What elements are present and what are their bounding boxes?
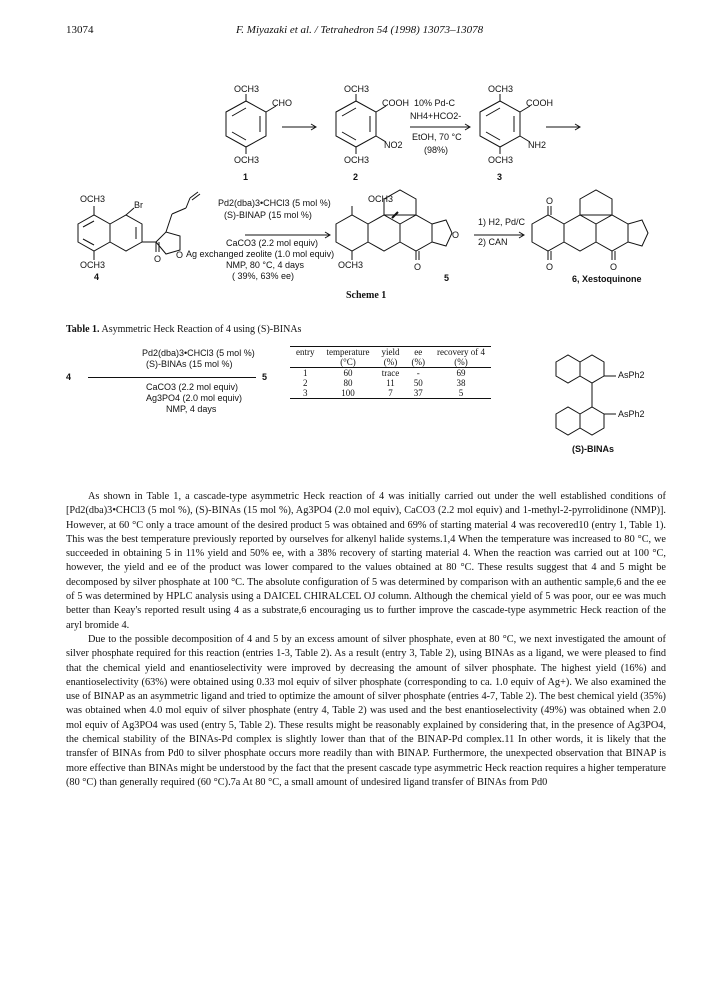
t1-subheader-row [290, 357, 491, 368]
t1-cell: 3 [303, 388, 308, 398]
t1-cell: 50 [413, 378, 423, 388]
t1-sh-1: (°C) [340, 357, 356, 367]
c2-group: COOH [382, 98, 409, 108]
t1-sh-2: (%) [383, 357, 398, 367]
c5-number: 5 [444, 273, 450, 283]
t1-cond-3: CaCO3 (2.2 mol equiv) [146, 382, 239, 392]
row2-cond-2: (S)-BINAP (15 mol %) [224, 210, 312, 220]
c2-top: OCH3 [344, 84, 370, 94]
t1-cell: 69 [456, 368, 466, 378]
t1-cond-4: Ag3PO4 (2.0 mol equiv) [146, 393, 243, 403]
row2-cond-4: Ag exchanged zeolite (1.0 mol equiv) [186, 249, 335, 259]
t1-h-yield: yield [381, 347, 400, 357]
page-number: 13074 [66, 24, 94, 36]
t1-cell: - [416, 368, 420, 378]
compound-5-ring-b [368, 215, 400, 251]
t1-header-row [290, 347, 491, 358]
ligand-name: (S)-BINAs [572, 444, 614, 454]
c4-o2: O [176, 250, 184, 260]
table-row [290, 378, 491, 388]
t1-product: 5 [262, 372, 268, 382]
c4-top: OCH3 [80, 194, 106, 204]
c4-number: 4 [94, 272, 100, 282]
c6-o3: O [610, 262, 618, 272]
c2-number: 2 [353, 172, 359, 182]
table-row [290, 388, 491, 399]
row1-cond-1: 10% Pd-C [414, 98, 456, 108]
compound-6-ring-d [580, 190, 612, 215]
step-1: 1) H2, Pd/C [478, 217, 526, 227]
c1-number: 1 [243, 172, 249, 182]
table-1-caption [66, 324, 301, 335]
table-row [290, 368, 491, 379]
row2-cond-3: CaCO3 (2.2 mol equiv) [226, 238, 319, 248]
t1-h-ee: ee [414, 347, 423, 357]
compound-6-furan [628, 220, 648, 246]
compound-5-ring-a [336, 215, 368, 251]
compound-4-naphthalene-b [110, 215, 142, 251]
c6-o1: O [546, 196, 554, 206]
t1-cell: 37 [413, 388, 423, 398]
row1-cond-3: EtOH, 70 °C [412, 132, 462, 142]
t1-reactant: 4 [66, 372, 72, 382]
c1-group: CHO [272, 98, 292, 108]
ligand-group-2: AsPh2 [618, 409, 645, 419]
c4-o1: O [154, 254, 162, 264]
ligand-group-1: AsPh2 [618, 370, 645, 380]
t1-sh-3: (%) [411, 357, 425, 367]
compound-5-furan [432, 220, 452, 246]
step-2: 2) CAN [478, 237, 508, 247]
c1-top: OCH3 [234, 84, 260, 94]
c2-bottom: OCH3 [344, 155, 370, 165]
t1-cell: 100 [341, 388, 355, 398]
t1-cond-2: (S)-BINAs (15 mol %) [146, 359, 233, 369]
t1-cell: 11 [386, 378, 395, 388]
c3-nh2: NH2 [528, 140, 547, 150]
compound-6-ring-c [596, 215, 628, 251]
c6-number: 6, Xestoquinone [572, 274, 642, 284]
t1-h-temperature: temperature [326, 347, 370, 357]
c4-br: Br [134, 200, 143, 210]
c5-top: OCH3 [368, 194, 394, 204]
t1-arrow [88, 377, 256, 378]
row2-cond-6: ( 39%, 63% ee) [232, 271, 295, 281]
c2-no2: NO2 [384, 140, 403, 150]
t1-cond-1: Pd2(dba)3•CHCl3 (5 mol %) [142, 348, 255, 358]
t1-cell: trace [381, 368, 400, 378]
t1-cell: 7 [388, 388, 393, 398]
t1-cell: 60 [343, 368, 353, 378]
scheme-1 [0, 0, 720, 300]
t1-sh-0 [290, 357, 321, 368]
body-text [66, 490, 666, 790]
t1-sh-4: (%) [454, 357, 468, 367]
t1-cell: 1 [303, 368, 308, 378]
table-1-caption-text: Asymmetric Heck Reaction of 4 using (S)-BINAs [101, 324, 302, 335]
c3-group: COOH [526, 98, 553, 108]
table-1-label: Table 1. [66, 324, 100, 335]
row1-cond-2: NH4+HCO2- [410, 111, 462, 121]
c1-bottom: OCH3 [234, 155, 260, 165]
t1-cell: 5 [458, 388, 464, 398]
c6-o2: O [546, 262, 554, 272]
compound-4-naphthalene-a [78, 215, 110, 251]
row1-cond-4: (98%) [424, 145, 449, 155]
compound-6-ring-b [564, 215, 596, 251]
table-1 [66, 344, 666, 464]
t1-cell: 80 [343, 378, 353, 388]
c3-top: OCH3 [488, 84, 514, 94]
c3-number: 3 [497, 172, 503, 182]
paragraph-1: As shown in Table 1, a cascade-type asymmetric Heck reaction of 4 was initially carried out under the well established conditions of [Pd2(dba)3•CHCl3 (5 mol %), (S)-BINAs (15 mol %), Ag3PO4 (2.0 mol equiv), CaCO3 (2.2 mol equiv) and 1-methyl-2-pyrrolidinone (NMP)]. However, at 60 °C only a trace amount of the desired product 5 was obtained and 69% of starting material 4 was recovered10 (entry 1, Table 1). This was the best temperature previously reported by ourselves for alkenyl halide systems.1,4 When the temperature was increased to 80 °C, we succeeded in obtaining 5 in 11% yield and 50% ee, with a 38% recovery of starting material 4. When the reaction was carried out at 100 °C, however, the yield and ee of the product was lower compared to the values obtained at 80 °C. These results suggest that 4 and 5 might be decomposed by silver phosphate at 100 °C. The absolute configuration of 5 was determined by comparison with an authentic sample,6 and the ee of 5 was determined by HPLC analysis using a DAICEL CHIRALCEL OJ column. Although the chemical yield of 5 was poor, our ee was much better than Keay's reported result using 4 as a substrate,6 encouraging us to further improve the cascade-type asymmetric Heck reaction of the aryl bromide 4. [66, 491, 666, 631]
c3-bottom: OCH3 [488, 155, 514, 165]
t1-data-table [290, 346, 491, 399]
running-title: F. Miyazaki et al. / Tetrahedron 54 (1998) 13073–13078 [236, 24, 484, 36]
t1-h-entry: entry [296, 347, 315, 357]
compound-6-ring-a [532, 215, 564, 251]
t1-cell: 2 [303, 378, 308, 388]
t1-cond-5: NMP, 4 days [166, 404, 217, 414]
c4-bottom: OCH3 [80, 260, 106, 270]
scheme-1-structures [0, 0, 720, 300]
t1-cell: 38 [456, 378, 466, 388]
c5-bottom: OCH3 [338, 260, 364, 270]
c5-o1: O [452, 230, 460, 240]
t1-h-recovery: recovery of 4 [436, 347, 485, 357]
c5-o2: O [414, 262, 422, 272]
row2-cond-1: Pd2(dba)3•CHCl3 (5 mol %) [218, 198, 331, 208]
paragraph-2: Due to the possible decomposition of 4 and 5 by an excess amount of silver phosphate, even at 80 °C, we next investigated the amount of silver phosphate required for this reaction (entries 1-3, Table 2). As a result (entry 3, Table 2), using BINAs as a ligand, we were pleased to find that the chemical yield and enantioselectivity were improved by decreasing the amount of silver phosphate. The highest yield (16%) and enantioselectivity (63%) were obtained using 0.33 mol equiv of silver phosphate (corresponding to ca. 1.0 equiv of Ag+). We also examined the use of BINAP as an asymmetric ligand and tried to optimize the amount of silver phosphate (entries 4-7, Table 2). The best chemical yield (35%) was obtained when 4.0 mol equiv of silver phosphate (entry 4, Table 2) was used and the best enantioselectivity (49%) was obtained when 2.0 mol equiv of Ag3PO4 was used (entry 5, Table 2). These results might be reasonably explained by considering that, in the presence of Ag3PO4, the chemical stability of the BINAs-Pd complex is slightly lower than that of the BINAP-Pd complex.11 In other words, it is likely that the transfer of BINAs from Pd0 to silver phosphate occurs more readily than with BINAP. Furthermore, the unexpected observation that BINAP is more effective than BINAs might be understood by the fact that the present cascade type asymmetric Heck reaction requires a higher temperature (80 °C) than generally required (60 °C).7a At 80 °C, a small amount of undesired ligand transfer of BINAs from Pd0 [66, 633, 666, 788]
binas-structure [546, 344, 666, 454]
row2-cond-5: NMP, 80 °C, 4 days [226, 260, 304, 270]
compound-5-ring-c [400, 215, 432, 251]
scheme-caption: Scheme 1 [346, 290, 387, 301]
